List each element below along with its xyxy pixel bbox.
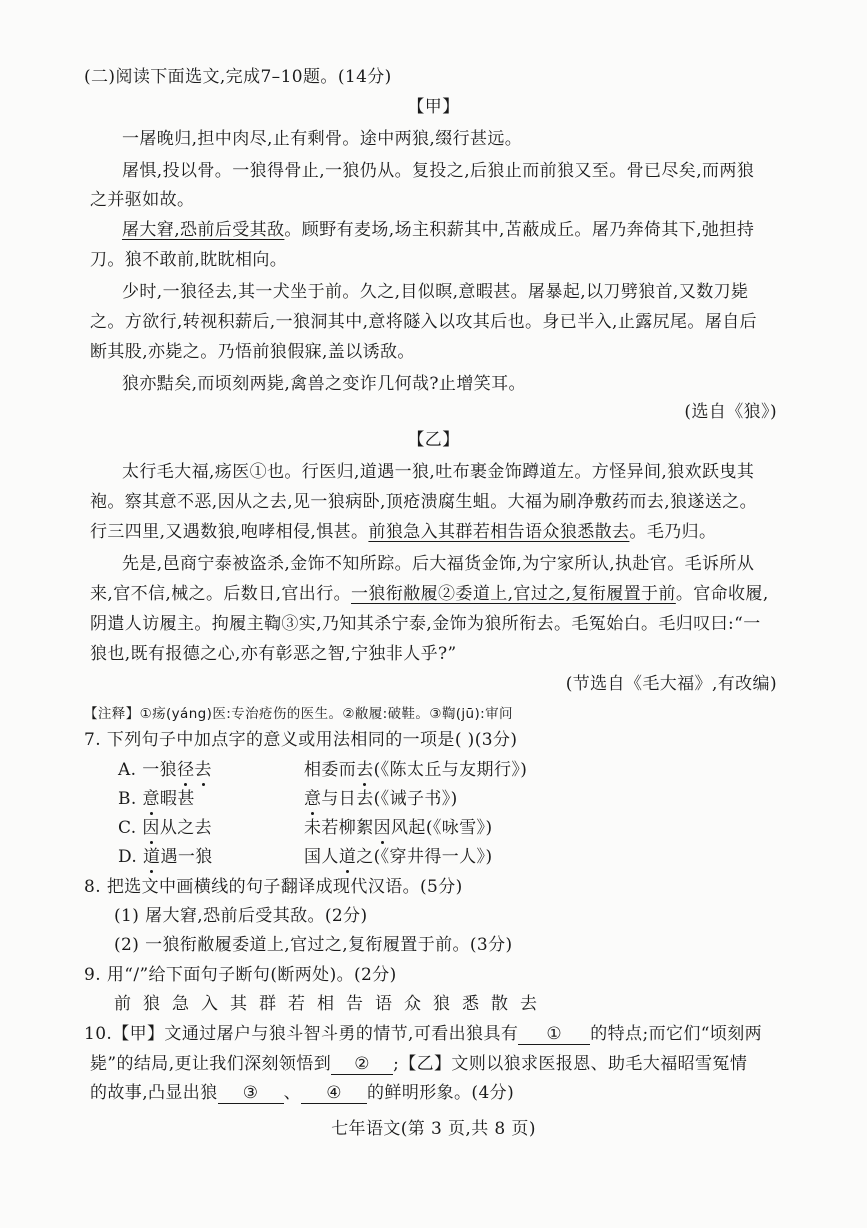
q7-option-a: A. 一狼径去 <box>118 760 212 780</box>
yi-p1-line2: 袍。察其意不恶,因从之去,见一狼病卧,顶疮溃腐生蛆。大福为刷净敷药而去,狼遂送之。 <box>90 492 758 512</box>
jia-p5: 狼亦黠矣,而顷刻两毙,禽兽之变诈几何哉?止增笑耳。 <box>122 374 526 394</box>
jia-p4-line1: 少时,一狼径去,其一犬坐于前。久之,目似暝,意暇甚。屠暴起,以刀劈狼首,又数刀毙 <box>122 282 749 302</box>
q8-sentence-2: (2) 一狼衔敝履委道上,官过之,复衔履置于前。(3分) <box>114 935 513 955</box>
yi-p2-line2: 来,官不信,械之。后数日,官出行。一狼衔敝履②委道上,官过之,复衔履置于前。官命收履, <box>90 584 769 604</box>
yi-p2-line4: 狼也,既有报德之心,亦有彰恶之智,宁独非人乎?” <box>90 644 457 664</box>
yi-source: (节选自《毛大福》,有改编) <box>565 674 777 694</box>
q7-option-c-compare: 未若柳絮因风起(《咏雪》) <box>304 818 493 838</box>
q9-sentence: 前狼急入其群若相告语众狼悉散去 <box>114 994 549 1014</box>
yi-p2-line1: 先是,邑商宁泰被盗杀,金饰不知所踪。后大福货金饰,为宁家所认,执赴官。毛诉所从 <box>122 554 755 574</box>
q7-option-b: B. 意暇甚 <box>118 789 195 809</box>
q10-line2: 毙”的结局,更让我们深刻领悟到 ② ;【乙】文则以狼求医报恩、助毛大福昭雪冤情 <box>90 1054 748 1074</box>
yi-p1-line3: 行三四里,又遇数狼,咆哮相侵,惧甚。前狼急入其群若相告语众狼悉散去。毛乃归。 <box>90 522 717 542</box>
yi-p2-line3: 阴遣人访履主。拘履主鞫③实,乃知其杀宁泰,金饰为狼所衔去。毛冤始白。毛归叹曰:“一 <box>90 614 761 634</box>
q8-sentence-1: (1) 屠大窘,恐前后受其敌。(2分) <box>114 906 368 926</box>
jia-p2-line1: 屠惧,投以骨。一狼得骨止,一狼仍从。复投之,后狼止而前狼又至。骨已尽矣,而两狼 <box>122 161 755 181</box>
q10-blank-3[interactable]: ③ <box>218 1083 284 1104</box>
jia-p3-line1: 屠大窘,恐前后受其敌。顾野有麦场,场主积薪其中,苫蔽成丘。屠乃奔倚其下,弛担持 <box>122 220 755 240</box>
jia-p1: 一屠晚归,担中肉尽,止有剩骨。途中两狼,缀行甚远。 <box>122 129 523 149</box>
q7-option-c: C. 因从之去 <box>118 818 213 838</box>
annotation-notes: 【注释】①疡(yáng)医:专治疮伤的医生。②敝履:破鞋。③鞫(jū):审问 <box>84 706 513 722</box>
q7-option-d: D. 道遇一狼 <box>118 847 213 867</box>
q7-option-b-compare: 意与日去(《诫子书》) <box>304 789 458 809</box>
q10-blank-1[interactable]: ① <box>518 1024 590 1045</box>
q10-blank-2[interactable]: ② <box>331 1054 393 1075</box>
q7-option-a-compare: 相委而去(《陈太丘与友期行》) <box>304 760 528 780</box>
q9-stem: 9. 用“/”给下面句子断句(断两处)。(2分) <box>84 965 397 985</box>
q10-blank-4[interactable]: ④ <box>301 1083 367 1104</box>
yi-underlined-sentence-2: 一狼衔敝履②委道上,官过之,复衔履置于前 <box>351 584 676 604</box>
q7-stem: 7. 下列句子中加点字的意义或用法相同的一项是( )(3分) <box>84 730 518 750</box>
section-header: (二)阅读下面选文,完成7–10题。(14分) <box>84 67 392 87</box>
q7-option-d-compare: 国人道之(《穿井得一人》) <box>304 847 493 867</box>
q10-line1: 10.【甲】文通过屠户与狼斗智斗勇的情节,可看出狼具有 ① 的特点;而它们“顷刻两 <box>84 1024 763 1044</box>
q8-stem: 8. 把选文中画横线的句子翻译成现代汉语。(5分) <box>84 877 463 897</box>
jia-p4-line2: 之。方欲行,转视积薪后,一狼洞其中,意将隧入以攻其后也。身已半入,止露尻尾。屠自后 <box>90 312 758 332</box>
jia-p2-line2: 之并驱如故。 <box>90 190 195 210</box>
jia-label: 【甲】 <box>407 97 460 117</box>
jia-source: (选自《狼》) <box>684 402 777 422</box>
jia-p4-line3: 断其股,亦毙之。乃悟前狼假寐,盖以诱敌。 <box>90 342 415 362</box>
yi-p1-line1: 太行毛大福,疡医①也。行医归,道遇一狼,吐布裹金饰蹲道左。方怪异间,狼欢跃曳其 <box>122 462 755 482</box>
yi-underlined-sentence-1: 前狼急入其群若相告语众狼悉散去 <box>368 522 630 542</box>
page-footer: 七年语文(第 3 页,共 8 页) <box>331 1119 536 1139</box>
jia-p3-line2: 刀。狼不敢前,眈眈相向。 <box>90 250 288 270</box>
q10-line3: 的故事,凸显出狼 ③ 、 ④ 的鲜明形象。(4分) <box>90 1083 515 1103</box>
jia-underlined-sentence: 屠大窘,恐前后受其敌 <box>122 220 285 240</box>
yi-label: 【乙】 <box>407 430 460 450</box>
